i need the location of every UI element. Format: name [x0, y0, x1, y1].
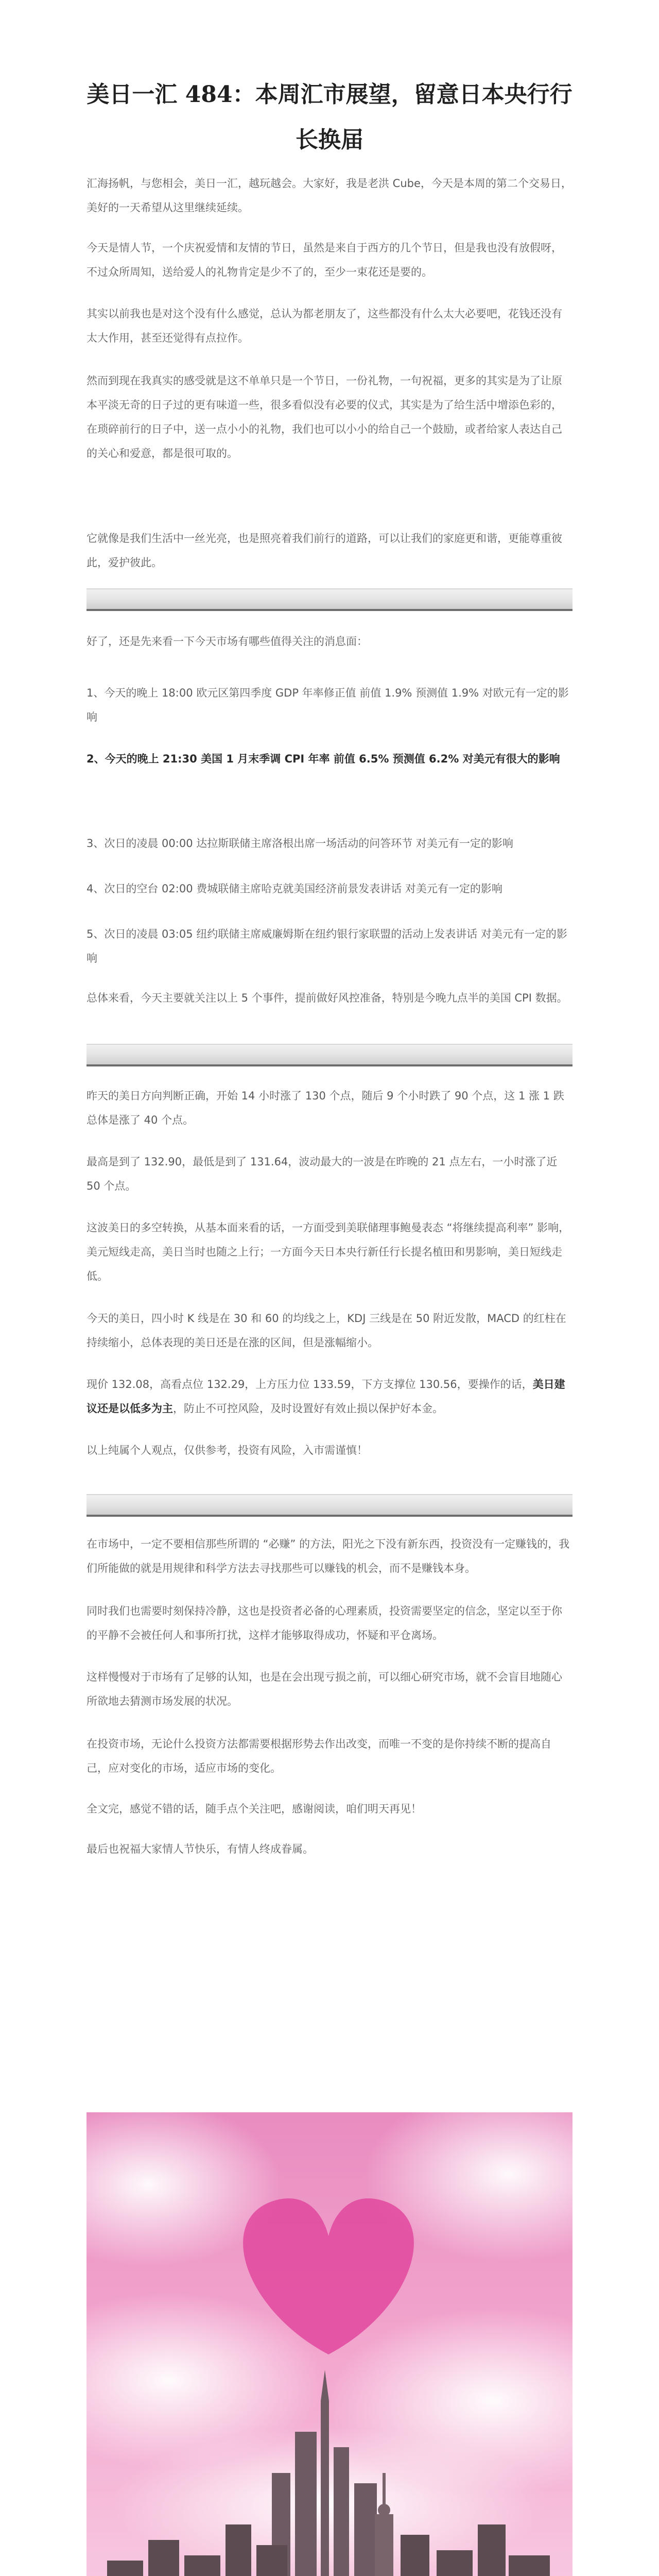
section-divider	[86, 1044, 573, 1066]
trade-suggestion	[86, 1372, 573, 1421]
closing-paragraph-2: 同时我们也需要时刻保持冷静，这也是投资者必备的心理素质，投资需要坚定的信念，坚定以至于你的平静不会被任何人和事所打扰，这样才能够取得成功，怀疑和平仓离场。	[86, 1605, 562, 1641]
events-summary: 总体来看，今天主要就关注以上 5 个事件，提前做好风控准备，特别是今晚九点半的美国 CPI 数据。	[86, 992, 568, 1004]
analysis-paragraph-4: 今天的美日，四小时 K 线是在 30 和 60 的均线之上，KDJ 三线是在 50 附近发散，MACD 的红柱在持续缩小，总体表现的美日还是在涨的区间，但是涨幅缩小。	[86, 1312, 566, 1349]
disclaimer: 以上纯属个人观点，仅供参考，投资有风险，入市需谨慎！	[86, 1444, 368, 1456]
event-item-1: 1、今天的晚上 18:00 欧元区第四季度 GDP 年率修正值 前值 1.9% 预测值 1.9% 对欧元有一定的影响	[86, 687, 569, 723]
section-divider	[86, 588, 573, 611]
intro-paragraph-2: 今天是情人节，一个庆祝爱情和友情的节日，虽然是来自于西方的几个节日，但是我也没有放假呀，不过众所周知，送给爱人的礼物肯定是少不了的，至少一束花还是要的。	[86, 242, 562, 278]
analysis-paragraph-1: 昨天的美日方向判断正确，开始 14 小时涨了 130 个点，随后 9 个小时跌了 90 个点，这 1 涨 1 跌总体是涨了 40 个点。	[86, 1090, 564, 1126]
analysis-paragraph-3: 这波美日的多空转换，从基本面来看的话，一方面受到美联储理事鲍曼表态 “将继续提高利率” 影响，美元短线走高，美日当时也随之上行；一方面今天日本央行新任行长提名植田和男影响，美日短线走低。	[86, 1222, 570, 1282]
closing-paragraph-3: 这样慢慢对于市场有了足够的认知，也是在会出现亏损之前，可以细心研究市场，就不会盲目地随心所欲地去猜测市场发展的状况。	[86, 1671, 562, 1707]
trade-highlight: 美日建议还是以低多为主	[86, 1378, 565, 1415]
intro-paragraph-3: 其实以前我也是对这个没有什么感觉，总认为都老朋友了，这些都没有什么太大必要吧，花钱还没有太大作用，甚至还觉得有点拉作。	[86, 308, 562, 344]
event-item-3: 3、次日的凌晨 00:00 达拉斯联储主席洛根出席一场活动的问答环节 对美元有一定的影响	[86, 837, 513, 850]
analysis-paragraph-2: 最高是到了 132.90，最低是到了 131.64，波动最大的一波是在昨晚的 21 点左右，一小时涨了近 50 个点。	[86, 1156, 558, 1192]
article-title: 美日一汇 484：本周汇市展望，留意日本央行行长换届	[86, 81, 573, 153]
trade-suffix: ，防止不可控风险，及时设置好有效止损以保护好本金。	[173, 1402, 443, 1415]
section-divider	[86, 1494, 573, 1517]
intro-paragraph-4: 然而到现在我真实的感受就是这不单单只是一个节日，一份礼物，一句祝福，更多的其实是为了让原本平淡无奇的日子过的更有味道一些，很多看似没有必要的仪式，其实是为了给生活中增添色彩的，在琐碎前行的日子中，送一点小小的礼物，我们也可以小小的给自己一个鼓励，或者给家人表达自己的关心和爱意，都是很可取的。	[86, 375, 562, 460]
trade-prefix: 现价 132.08，高看点位 132.29，上方压力位 133.59，下方支撑位 130.56，要操作的话，	[86, 1378, 533, 1391]
closing-paragraph-4: 在投资市场，无论什么投资方法都需要根据形势去作出改变，而唯一不变的是你持续不断的提高自己，应对变化的市场，适应市场的变化。	[86, 1738, 551, 1774]
intro-paragraph-1: 汇海扬帆，与您相会，美日一汇，越玩越会。大家好，我是老洪 Cube，今天是本周的第二个交易日，美好的一天希望从这里继续延续。	[86, 177, 572, 214]
closing-paragraph-6: 最后也祝福大家情人节快乐，有情人终成眷属。	[86, 1843, 314, 1855]
intro-paragraph-5: 它就像是我们生活中一丝光亮，也是照亮着我们前行的道路，可以让我们的家庭更和谐，更能尊重彼此，爱护彼此。	[86, 532, 562, 569]
skyline-illustration	[86, 2112, 573, 2576]
event-item-2: 2、今天的晚上 21:30 美国 1 月末季调 CPI 年率 前值 6.5% 预测值 6.2% 对美元有很大的影响	[86, 753, 560, 765]
closing-paragraph-5: 全文完，感觉不错的话，随手点个关注吧，感谢阅读，咱们明天再见！	[86, 1803, 422, 1815]
event-item-5: 5、次日的凌晨 03:05 纽约联储主席威廉姆斯在纽约银行家联盟的活动上发表讲话 对美元有一定的影响	[86, 928, 567, 964]
event-item-4: 4、次日的空台 02:00 费城联储主席哈克就美国经济前景发表讲话 对美元有一定的影响	[86, 883, 502, 895]
closing-paragraph-1: 在市场中，一定不要相信那些所谓的 “必赚” 的方法，阳光之下没有新东西，投资没有一定赚钱的，我们所能做的就是用规律和科学方法去寻找那些可以赚钱的机会，而不是赚钱本身。	[86, 1538, 570, 1574]
events-intro: 好了，还是先来看一下今天市场有哪些值得关注的消息面：	[86, 635, 368, 648]
valentine-skyline-image	[86, 2112, 573, 2576]
